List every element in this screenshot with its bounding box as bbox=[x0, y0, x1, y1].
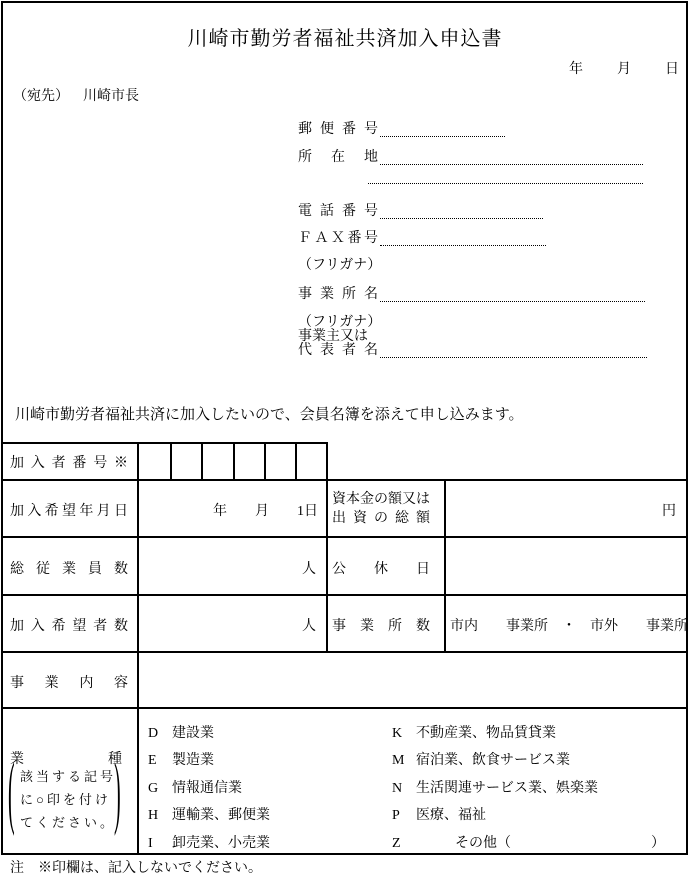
total-employees-unit: 人 bbox=[302, 562, 316, 577]
industry-code: I bbox=[148, 836, 153, 851]
address-label: 所在地 bbox=[298, 150, 378, 165]
industry-code: K bbox=[392, 726, 403, 741]
enroll-date-label: 加入希望年月日 bbox=[10, 504, 128, 519]
industry-option-P[interactable] bbox=[392, 804, 486, 824]
industry-name: 生活関連サービス業、娯楽業 bbox=[416, 781, 598, 796]
table-line bbox=[326, 442, 328, 652]
offices-count-value[interactable]: 市内 事業所 ・ 市外 事業所 bbox=[450, 619, 688, 634]
fax-input-line[interactable] bbox=[380, 244, 546, 246]
industry-option-E[interactable] bbox=[148, 749, 214, 769]
member-box-divider bbox=[201, 442, 203, 480]
industry-name: 卸売業、小売業 bbox=[172, 836, 270, 851]
business-description-value[interactable] bbox=[140, 655, 684, 705]
industry-code: N bbox=[392, 781, 403, 796]
industry-label: 業種 bbox=[10, 752, 122, 767]
business-description-label: 事業内容 bbox=[10, 676, 128, 691]
industry-option-K[interactable] bbox=[392, 722, 556, 742]
addressee-line bbox=[13, 85, 139, 105]
member-number-label: 加入者番号※ bbox=[10, 456, 128, 471]
industry-code: M bbox=[392, 753, 405, 768]
industry-name: 不動産業、物品賃貸業 bbox=[416, 726, 556, 741]
industry-code: P bbox=[392, 808, 400, 823]
address-input-line[interactable] bbox=[380, 163, 643, 165]
date-month-label: 月 bbox=[617, 62, 631, 77]
footer-note: 注 ※印欄は、記入しないでください。 bbox=[10, 861, 262, 876]
offices-count-label: 事業所数 bbox=[332, 619, 430, 634]
table-line bbox=[2, 651, 687, 653]
public-holiday-label: 公休日 bbox=[332, 562, 430, 577]
postal-code-field bbox=[298, 118, 505, 138]
industry-instruction bbox=[20, 765, 116, 834]
table-line bbox=[2, 594, 687, 596]
address-field bbox=[298, 146, 643, 166]
addressee-prefix: （宛先） bbox=[13, 89, 69, 104]
industry-code: D bbox=[148, 726, 159, 741]
postal-code-input-line[interactable] bbox=[380, 135, 505, 137]
addressee-name: 川崎市長 bbox=[83, 89, 139, 104]
industry-name: その他（ ） bbox=[455, 836, 665, 851]
industry-option-I[interactable] bbox=[148, 832, 270, 852]
table-line bbox=[2, 536, 687, 538]
applicants-label: 加入希望者数 bbox=[10, 619, 128, 634]
address-input-line-2[interactable] bbox=[368, 183, 643, 184]
industry-code: Z bbox=[392, 836, 401, 851]
phone-field bbox=[298, 200, 543, 220]
industry-instruction-line3: てください。 bbox=[20, 815, 117, 830]
member-box-divider bbox=[264, 442, 266, 480]
industry-code: H bbox=[148, 808, 159, 823]
table-line bbox=[2, 479, 687, 481]
member-box-divider bbox=[233, 442, 235, 480]
capital-label bbox=[332, 490, 438, 528]
office-name-label: 事業所名 bbox=[298, 287, 378, 302]
industry-code: G bbox=[148, 781, 159, 796]
industry-option-G[interactable] bbox=[148, 777, 242, 797]
member-box-divider bbox=[170, 442, 172, 480]
industry-name: 医療、福祉 bbox=[416, 808, 486, 823]
form-title: 川崎市勤労者福祉共済加入申込書 bbox=[187, 28, 503, 50]
representative-name-input-line[interactable] bbox=[380, 356, 647, 358]
application-statement: 川崎市勤労者福祉共済に加入したいので、会員名簿を添えて申し込みます。 bbox=[15, 407, 524, 423]
postal-code-label: 郵便番号 bbox=[298, 122, 378, 137]
phone-input-line[interactable] bbox=[380, 217, 543, 219]
fax-label: ＦＡＸ番号 bbox=[298, 231, 378, 246]
industry-option-D[interactable] bbox=[148, 722, 214, 742]
furigana-label-2: （フリガナ） bbox=[298, 315, 382, 330]
enroll-date-value[interactable]: 年 月 1日 bbox=[213, 504, 318, 519]
industry-instruction-line1: 該当する記号 bbox=[20, 769, 117, 784]
industry-name: 建設業 bbox=[172, 726, 214, 741]
industry-instruction-line2: に○印を付け bbox=[20, 792, 111, 807]
representative-name-label: 代表者名 bbox=[298, 343, 378, 358]
office-name-input-line[interactable] bbox=[380, 300, 645, 302]
total-employees-label: 総従業員数 bbox=[10, 562, 128, 577]
capital-unit: 円 bbox=[662, 504, 676, 519]
capital-label-line1: 資本金の額又は bbox=[332, 492, 430, 507]
industry-option-N[interactable] bbox=[392, 777, 598, 797]
member-box-divider bbox=[295, 442, 297, 480]
industry-name: 宿泊業、飲食サービス業 bbox=[416, 753, 570, 768]
industry-code: E bbox=[148, 753, 157, 768]
office-name-field bbox=[298, 283, 645, 303]
date-day-label: 日 bbox=[665, 62, 679, 77]
left-parenthesis: ( bbox=[8, 748, 15, 840]
industry-option-H[interactable] bbox=[148, 804, 270, 824]
date-line bbox=[569, 58, 679, 78]
date-year-label: 年 bbox=[569, 62, 583, 77]
furigana-label-1: （フリガナ） bbox=[298, 258, 382, 273]
public-holiday-value[interactable] bbox=[446, 558, 676, 588]
applicants-unit: 人 bbox=[302, 619, 316, 634]
phone-label: 電話番号 bbox=[298, 204, 378, 219]
industry-name: 情報通信業 bbox=[172, 781, 242, 796]
industry-option-Z[interactable] bbox=[392, 832, 665, 852]
industry-name: 製造業 bbox=[172, 753, 214, 768]
owner-label-line1: 事業主又は bbox=[298, 329, 368, 344]
fax-field bbox=[298, 227, 546, 247]
right-parenthesis: ) bbox=[114, 748, 121, 840]
industry-option-M[interactable] bbox=[392, 749, 570, 769]
capital-label-line2: 出資の総額 bbox=[332, 511, 430, 526]
representative-name-field bbox=[298, 339, 647, 359]
industry-name: 運輸業、郵便業 bbox=[172, 808, 270, 823]
table-line bbox=[2, 707, 687, 709]
